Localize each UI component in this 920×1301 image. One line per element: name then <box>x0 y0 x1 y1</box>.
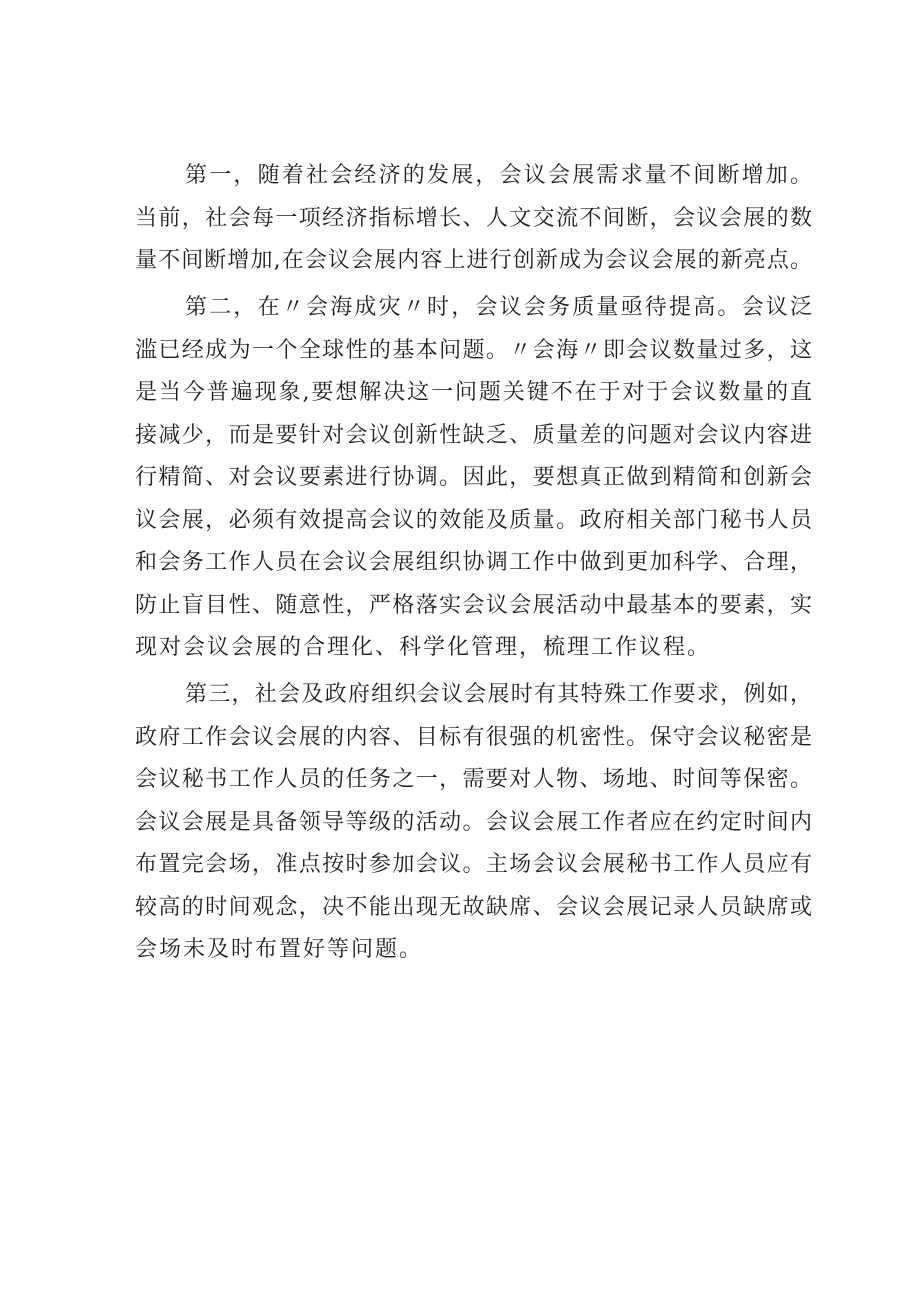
paragraph-1-line-3: 量不间断增加,在会议会展内容上进行创新成为会议会展的新亮点。 <box>135 248 812 273</box>
paragraph-2-line-8: 防止盲目性、随意性，严格落实会议会展活动中最基本的要素，实 <box>135 592 812 618</box>
paragraph-2-line-9: 现对会议会展的合理化、科学化管理，梳理工作议程。 <box>135 635 712 660</box>
paragraph-2-line-7: 和会务工作人员在会议会展组织协调工作中做到更加科学、合理， <box>135 550 812 575</box>
paragraph-2-line-3: 是当今普遍现象,要想解决这一问题关键不在于对于会议数量的直 <box>135 380 812 405</box>
paragraph-3 <box>135 674 812 972</box>
paragraph-2 <box>135 287 812 670</box>
paragraph-3-line-4: 会议会展是具备领导等级的活动。会议会展工作者应在约定时间内 <box>135 809 812 835</box>
paragraph-3-line-1: 第三，社会及政府组织会议会展时有其特殊工作要求，例如， <box>185 682 812 707</box>
paragraph-3-line-6: 较高的时间观念，决不能出现无故缺席、会议会展记录人员缺席或 <box>135 894 812 920</box>
paragraph-3-line-5: 布置完会场，准点按时参加会议。主场会议会展秘书工作人员应有 <box>135 852 812 877</box>
paragraph-3-line-7: 会场未及时布置好等问题。 <box>135 937 424 962</box>
paragraph-2-line-5: 行精简、对会议要素进行协调。因此，要想真正做到精简和创新会 <box>135 465 812 490</box>
paragraph-2-line-4: 接减少，而是要针对会议创新性缺乏、质量差的问题对会议内容进 <box>135 422 812 448</box>
paragraph-1 <box>135 155 812 283</box>
paragraph-3-line-3: 会议秘书工作人员的任务之一，需要对人物、场地、时间等保密。 <box>135 767 812 792</box>
paragraph-2-line-2: 滥已经成为一个全球性的基本问题。〃会海〃即会议数量过多，这 <box>135 337 812 363</box>
paragraph-1-line-2: 当前，社会每一项经济指标增长、人文交流不间断，会议会展的数 <box>135 205 812 231</box>
body-text <box>135 155 812 976</box>
paragraph-1-line-1: 第一，随着社会经济的发展，会议会展需求量不间断增加。 <box>185 163 812 188</box>
paragraph-2-line-6: 议会展，必须有效提高会议的效能及质量。政府相关部门秘书人员 <box>135 507 812 533</box>
paragraph-3-line-2: 政府工作会议会展的内容、目标有很强的机密性。保守会议秘密是 <box>135 724 812 750</box>
paragraph-2-line-1: 第二，在〃会海成灾〃时，会议会务质量亟待提高。会议泛 <box>185 295 812 320</box>
